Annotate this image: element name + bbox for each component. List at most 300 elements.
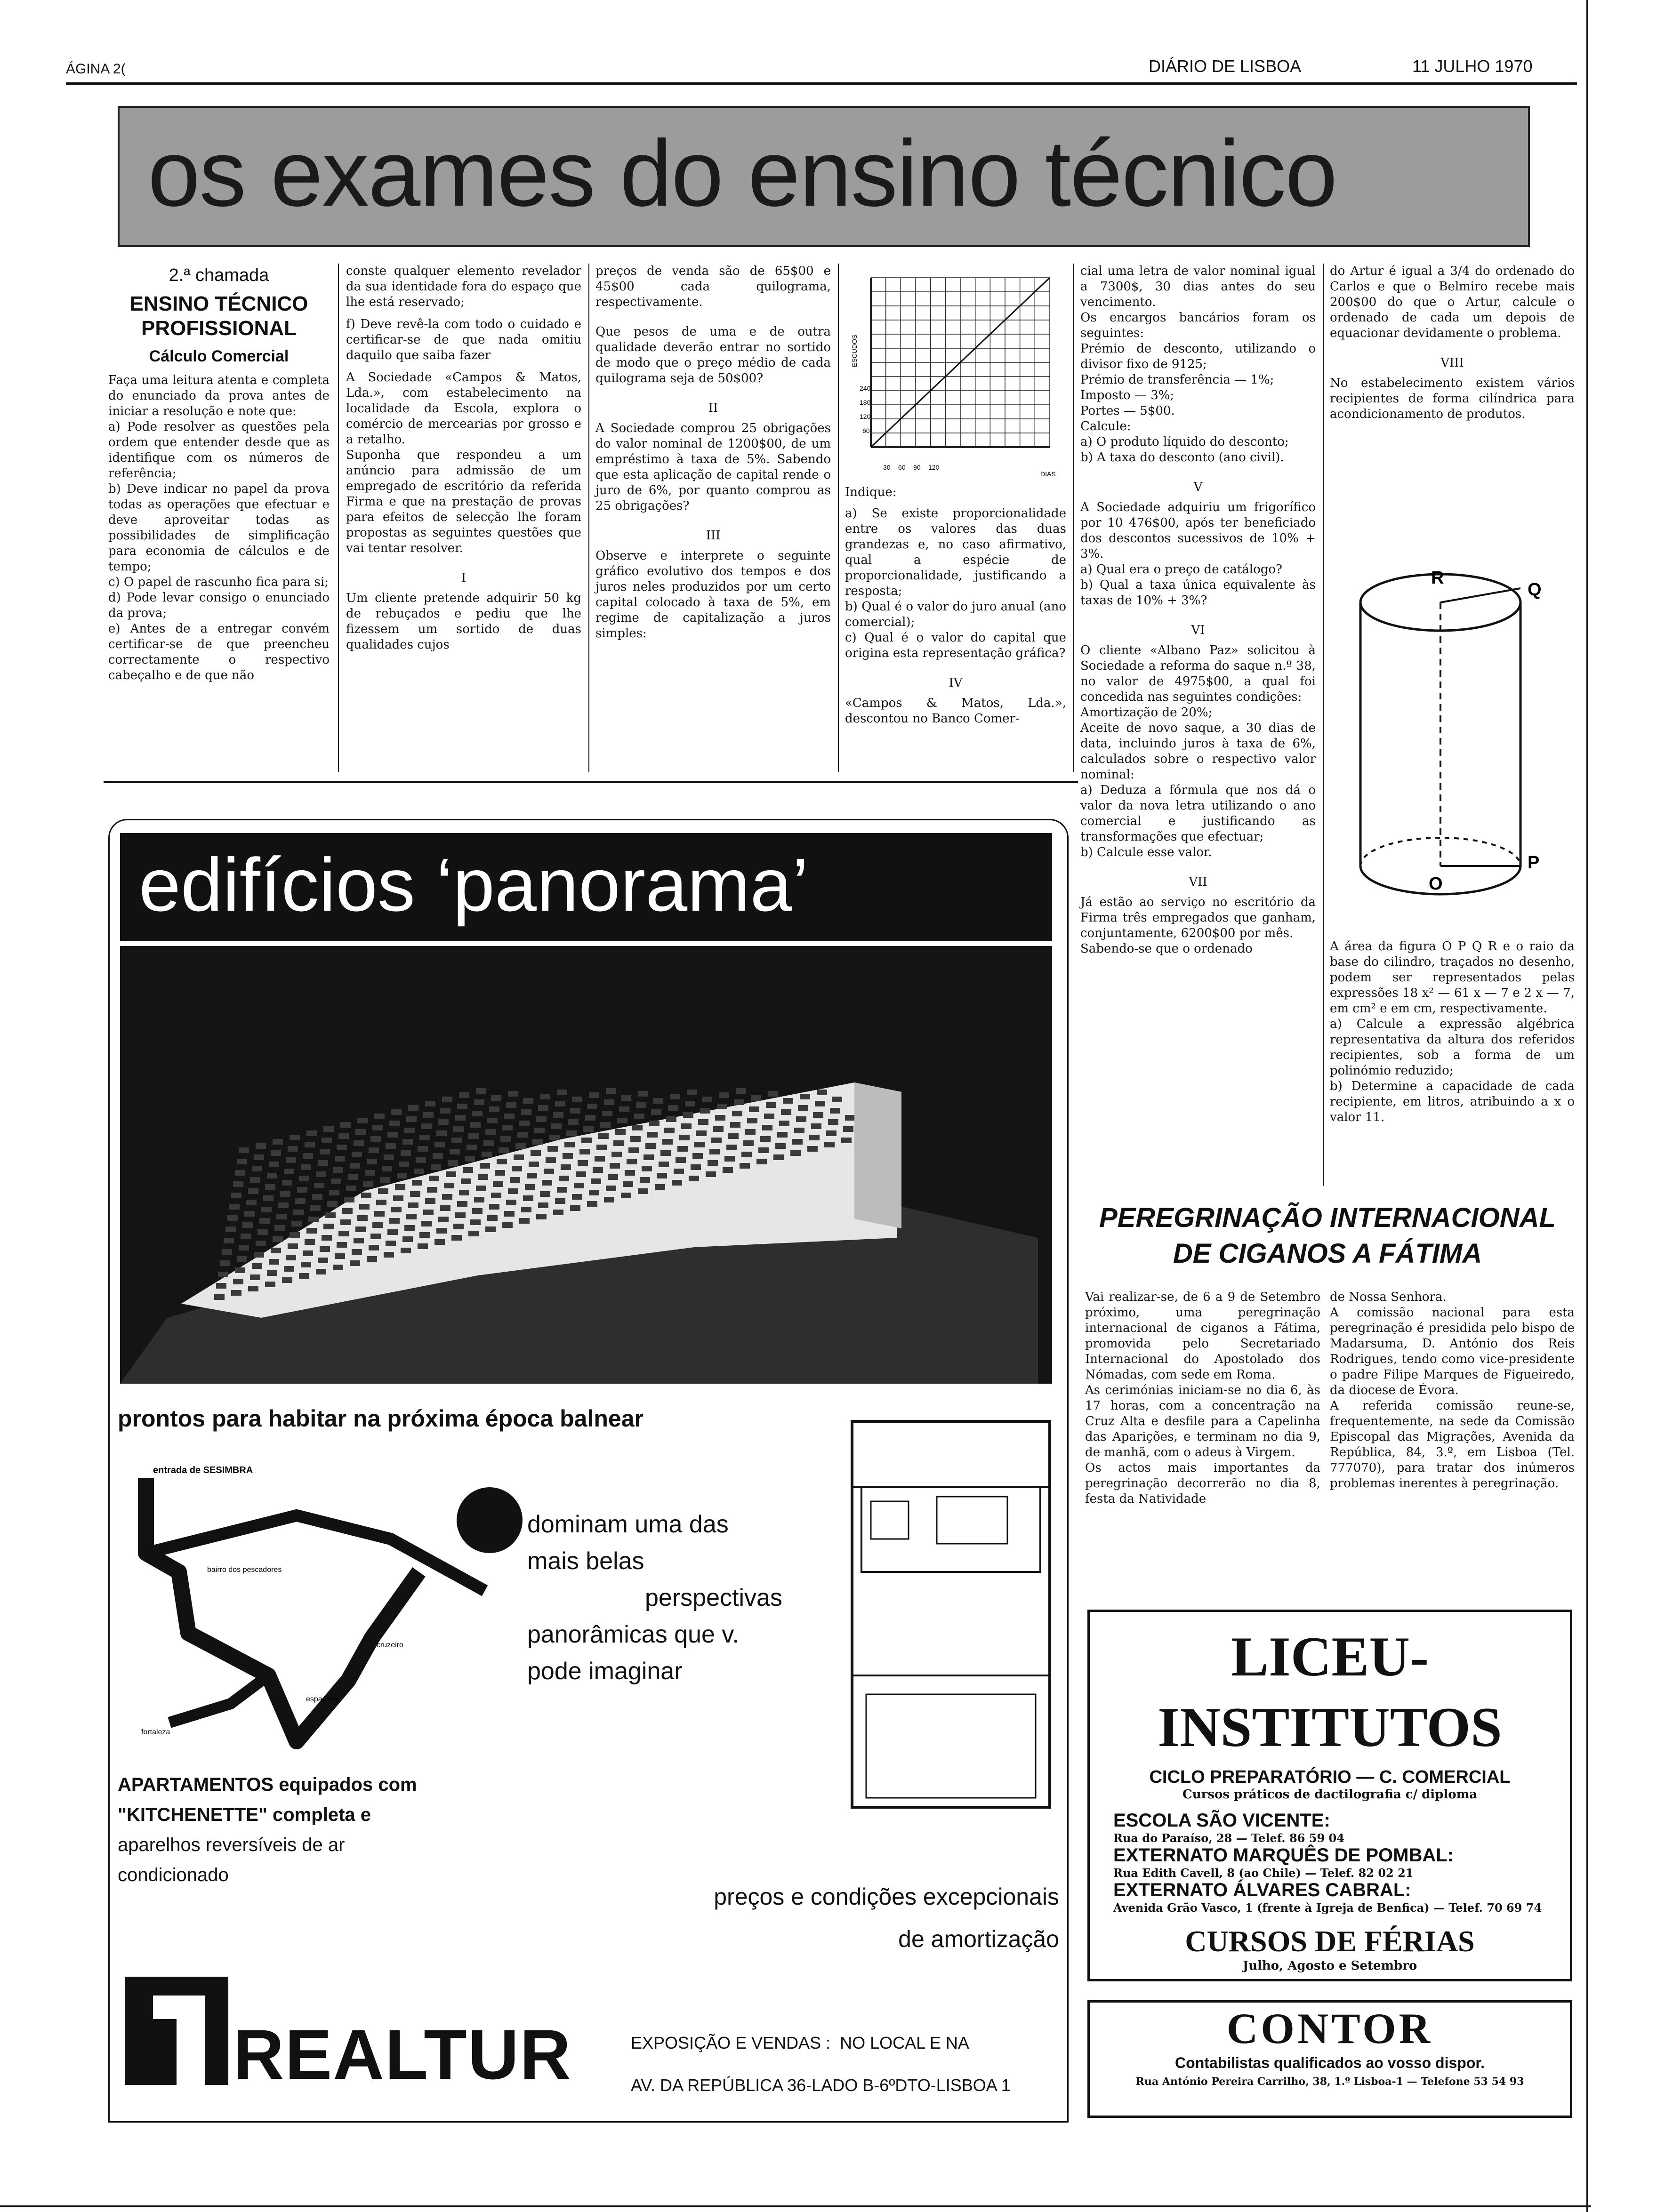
building-window [384,1154,394,1160]
building-window [483,1140,494,1146]
building-window [557,1187,567,1193]
building-window [845,1115,855,1121]
building-window [642,1166,652,1171]
paragraph: de Nossa Senhora. [1330,1290,1447,1304]
building-window [370,1234,381,1239]
building-window [474,1197,484,1202]
paragraph: Calcule: [1080,419,1131,433]
building-window [231,1193,241,1198]
prices-line: preços e condições excepcionais [714,1883,1059,1910]
building-window [790,1150,801,1156]
question-number: IV [949,676,963,690]
pitch-line: perspectivas [645,1584,782,1611]
building-window [239,1147,249,1153]
building-window [429,1176,439,1181]
equip-line: APARTAMENTOS equipados com [118,1774,417,1795]
building-window [214,1294,225,1300]
building-window [273,1139,283,1145]
building-window [414,1169,424,1174]
building-window [286,1255,296,1260]
building-window [689,1176,699,1181]
building-window [517,1132,528,1138]
building-window [817,1090,827,1095]
building-window [525,1184,535,1190]
building-window [241,1234,251,1239]
building-window [570,1108,580,1114]
paragraph: b) Qual é o valor do juro anual (ano comercial); [845,600,1066,629]
building-window [657,1173,667,1178]
building-window [547,1146,558,1152]
building-window [436,1228,447,1234]
building-window [841,1138,852,1143]
building-window [615,1129,626,1135]
building-window [606,1186,616,1191]
building-window [485,1129,496,1135]
banner [118,106,1530,247]
building-window [434,1142,445,1147]
ad-pitch [527,1506,828,1690]
building-window [728,1133,739,1139]
news-headline [1083,1200,1572,1272]
building-window [572,1194,582,1200]
building-window [627,1159,637,1164]
building-window [798,1105,808,1111]
question-number: II [708,401,718,415]
building-window [766,1102,776,1108]
building-window [723,1167,733,1173]
apartment-floorplan [843,1412,1059,1821]
building-window [256,1143,266,1149]
building-window [378,1188,388,1194]
building-window [587,1201,597,1207]
cylinder-figure [1346,555,1553,932]
y-tick-label: 60 [862,427,870,434]
building-window [273,1236,283,1242]
building-window [621,1095,631,1101]
building-window [252,1263,262,1269]
ferias-months: Julho, Agosto e Setembro [1242,1959,1417,1973]
building-window [233,1181,243,1187]
news-col-2 [1330,1290,1575,1491]
building-window [611,1152,622,1157]
building-window [448,1160,458,1166]
building-window [425,1101,435,1106]
axis-rq [1440,588,1520,602]
building-window [745,1129,756,1135]
question-number: VIII [1440,356,1464,370]
building-window [536,1214,547,1219]
building-window [299,1273,309,1279]
section-heading: ENSINO TÉCNICO PROFISSIONAL [129,292,308,340]
paragraph: a) Calcule a expressão algébrica representativa da altura dos referidos recipientes, sob a forma de um polinómio reduzido; [1330,1017,1575,1078]
building-window [263,1195,273,1201]
building-window [276,1214,287,1219]
building-window [478,1174,488,1180]
x-tick-label: 120 [928,464,940,471]
building-window [653,1098,663,1104]
building-window [531,1150,541,1156]
building-window [813,1112,823,1118]
building-window [512,1166,522,1171]
building-window [252,1166,262,1171]
building-window [491,1193,501,1198]
building-window [561,1164,571,1170]
building-window [696,1130,707,1136]
paragraph: Prémio de desconto, utilizando o divisor fixo de 9125; [1080,342,1316,371]
building-window [399,1162,409,1167]
building-window [348,1174,358,1180]
building-window [487,1215,498,1221]
paragraph: b) A taxa do desconto (ano civil). [1080,450,1284,465]
building-window [495,1170,505,1176]
building-window [457,1201,467,1207]
building-window [395,1184,405,1190]
building-window [327,1201,338,1207]
building-window [734,1099,744,1105]
paragraph: f) Deve revê-la com todo o cuidado e certificar-se de que nada omitiu daquilo que saiba fazer [346,317,581,362]
building-window [269,1259,279,1265]
building-window [659,1162,669,1167]
building-window [233,1279,243,1284]
building-window [544,1169,554,1174]
building-window [508,1091,518,1097]
building-window [589,1190,599,1195]
building-window [337,1242,347,1248]
building-window [732,1111,742,1116]
building-window [602,1111,612,1116]
paragraph: Um cliente pretende adquirir 50 kg de rebuçados e pediu que lhe fizessem um sortido de duas qualidades cujos [346,591,581,652]
building-window [282,1180,292,1186]
building-window [386,1143,396,1149]
paragraph: cial uma letra de valor nominal igual a 7300$, 30 dias antes do seu vencimento. [1080,264,1316,309]
ferias-title: CURSOS DE FÉRIAS [1185,1924,1475,1958]
building-window [355,1226,366,1232]
building-window [647,1132,658,1138]
school-address: Rua Edith Cavell, 8 (ao Chile) — Telef. 82 02 21 [1113,1866,1414,1880]
building-window [278,1202,289,1208]
building-window [489,1106,499,1112]
building-window [508,1188,518,1194]
building-window [391,1207,402,1212]
building-window [367,1256,377,1262]
building-window [634,1114,644,1119]
building-window [638,1188,648,1194]
paragraph: Já estão ao serviço no escritório da Firma três empregados que ganham, conjuntamente, 6200$00 por mês. [1080,895,1316,940]
paragraph: Suponha que respondeu a um anúncio para admissão de um empregado de escritório da referida Firma e que na prestação de provas para efeitos de selecção lhe foram propostas as seguintes questões que vai tentar resolver. [346,448,581,555]
building-window [756,1159,767,1164]
building-window [434,1239,445,1245]
building-window [465,1156,475,1162]
column-rule [838,264,839,772]
building-window [421,1221,432,1226]
building-window [527,1173,537,1178]
building-window [514,1154,524,1160]
building-window [559,1176,569,1181]
building-window [563,1153,573,1159]
building-window [325,1212,336,1218]
building-window [318,1160,328,1166]
ad-equipment [118,1770,447,1890]
building-window [374,1211,385,1217]
ad-tagline: prontos para habitar na próxima época balnear [118,1405,643,1432]
building-window [617,1118,627,1123]
banner-title: os exames do ensino técnico [148,121,1337,226]
building-window [499,1147,509,1153]
expo-line: EXPOSIÇÃO E VENDAS : NO LOCAL E NA [631,2033,969,2052]
building-window [815,1101,825,1106]
building-window [433,1153,443,1159]
building-window [386,1241,396,1246]
building-window [660,1150,671,1156]
building-window [830,1108,840,1114]
building-window [453,1126,464,1132]
ad-title-bar [120,833,1052,941]
building-window [540,1191,550,1197]
building-window [305,1142,315,1147]
building-window [354,1140,364,1146]
building-window [246,1200,257,1205]
paragraph: O cliente «Albano Paz» solicitou à Sociedade a reforma do saque n.º 38, no valor de 4975$00, a qual foi concedida nas seguintes condições: [1080,643,1316,704]
building-window [691,1164,701,1170]
building-window [342,1208,353,1214]
building-window [288,1243,298,1249]
building-window [542,1180,552,1186]
building-window [250,1177,260,1183]
building-window [254,1154,264,1160]
contor-address: Rua António Pereira Carrilho, 38, 1.º Lisboa-1 — Telefone 53 54 93 [1135,2076,1524,2088]
page-number: ÁGINA 2( [66,61,126,77]
building-window [370,1136,381,1142]
article-col-5 [1080,264,1316,957]
building-window [442,1194,452,1200]
building-window [389,1121,400,1126]
building-window [218,1272,228,1277]
building-window [312,1194,322,1200]
building-window [613,1140,624,1146]
building-window [480,1163,490,1169]
paragraph: Sabendo-se que o ordenado [1080,942,1253,956]
building-window [685,1101,695,1106]
building-window [254,1252,264,1258]
building-window [625,1170,635,1176]
building-window [363,1181,373,1187]
building-window [593,1167,603,1173]
label-p: P [1528,853,1540,873]
building-window [523,1098,533,1104]
graph-xlabel: DIAS [1040,470,1056,478]
building-window [316,1171,326,1177]
building-window [384,1252,394,1258]
liceu-sub: CICLO PREPARATÓRIO — C. COMERCIAL [1149,1767,1511,1787]
building-window [651,1109,661,1115]
ad-title: edifícios ‘panorama’ [139,842,809,927]
building-window [553,1210,563,1215]
building-window [600,1122,611,1128]
building-window [467,1145,477,1150]
paragraph: a) Deduza a fórmula que nos dá o valor da nova letra utilizando o ano comercial e justificando as transformações que efectuar; [1080,783,1316,844]
building-window [743,1140,754,1146]
building-window [476,1186,486,1191]
building-window [250,1274,260,1280]
building-window [546,1157,556,1163]
ad-prices [541,1875,1059,1960]
building-window [681,1123,692,1129]
building-window [638,1091,648,1097]
building-window [320,1149,330,1154]
graph-xticks [883,464,940,471]
building-window [412,1180,422,1186]
building-window [585,1115,595,1121]
building-window [274,1225,285,1231]
building-illustration [120,946,1052,1384]
building-window [293,1210,304,1215]
building-window [747,1118,757,1123]
y-tick-label: 120 [860,413,871,420]
building-window [792,1139,803,1145]
paragraph: A Sociedade adquiriu um frigorífico por 10 476$00, após ter beneficiado dos descontos sucessivos de 10% + 3%. [1080,500,1316,561]
school-name: EXTERNATO ÁLVARES CABRAL: [1113,1880,1411,1900]
building-window [402,1236,413,1242]
building-window [578,1160,588,1166]
building-window [564,1142,575,1147]
building-window [438,1217,449,1222]
paragraph: A Sociedade «Campos & Matos, Lda.», com estabelecimento na localidade da Escola, explora o comércio de mercearias por grosso e a retalho. [346,370,581,447]
paragraph: c) O papel de rascunho fica para si; [108,575,329,589]
building-window [459,1190,469,1195]
building-window [504,1211,515,1217]
headline-line: PEREGRINAÇÃO INTERNACIONAL [1099,1202,1556,1233]
map-label-fortaleza: fortaleza [141,1728,170,1736]
building-window [408,1202,418,1208]
building-window [713,1126,724,1132]
building-window [502,1125,513,1130]
building-window [664,1128,675,1133]
paragraph: a) O produto líquido do desconto; [1080,435,1289,449]
building-window [244,1211,255,1217]
building-window [576,1171,586,1177]
building-window [711,1138,722,1143]
building-window [676,1157,686,1163]
building-window [630,1136,641,1142]
label-q: Q [1528,580,1542,600]
building-window [636,1102,646,1108]
article-col-6-end [1330,939,1575,1125]
building-window [216,1283,226,1289]
building-window [529,1162,539,1167]
paragraph: Os actos mais importantes da peregrinação decorrerão no dia 8, festa da Natividade [1085,1461,1320,1506]
interest-graph [843,264,1069,480]
building-window [282,1277,292,1283]
building-window [344,1197,354,1202]
building-window [570,1205,580,1211]
building-window [538,1105,548,1111]
building-window [451,1235,462,1241]
building-window [482,1152,492,1157]
building-window [623,1181,633,1187]
paragraph: Indique: [845,485,897,499]
building-window [372,1125,383,1130]
building-window [668,1105,678,1111]
article-col-1 [108,264,330,683]
paragraph: a) Se existe proporcionalidade entre os valores das duas grandezas e, no caso afirmativo, qual a espécie de proporcionalidade, justificando a resposta; [845,506,1066,598]
pitch-line: dominam uma das [527,1511,729,1538]
building-window [736,1088,746,1094]
building-window [587,1104,597,1109]
building-window [549,1135,560,1140]
building-window [338,1231,349,1236]
building-window [502,1222,513,1228]
building-window [269,1162,279,1167]
building-window [487,1118,498,1123]
building-window [702,1097,712,1102]
headline-line: DE CIGANOS A FÁTIMA [1173,1238,1482,1269]
y-tick-label: 180 [860,399,871,406]
building-window [231,1290,241,1296]
graph-ylabel: ESCUDOS [851,334,858,367]
building-window [811,1123,821,1129]
building-window [596,1145,607,1150]
building-window [764,1114,774,1119]
building-window [775,1143,786,1149]
building-window [419,1232,430,1238]
building-window [604,1197,614,1202]
building-window [515,1143,526,1149]
building-window [608,1174,618,1180]
building-window [425,1198,435,1204]
building-window [521,1109,531,1115]
building-window [459,1092,469,1098]
building-window [306,1130,317,1136]
building-window [310,1205,321,1211]
pitch-line: pode imaginar [527,1658,683,1685]
building-window [472,1208,483,1214]
building-window [632,1125,643,1130]
building-window [259,1218,270,1224]
building-window [318,1258,328,1263]
building-window [740,1163,750,1169]
building-window [267,1173,277,1178]
building-window [387,1132,398,1138]
liceu-ad [1087,1610,1572,1981]
building-window [783,1098,793,1104]
paragraph: Amortização de 20%; [1080,705,1213,720]
building-window [438,1119,449,1125]
building-window [463,1167,473,1173]
building-window [506,1200,516,1205]
equip-line: condicionado [118,1865,229,1885]
paragraph: Vai realizar-se, de 6 a 9 de Setembro próximo, uma peregrinação internacional de ciganos a Fátima, promovida pelo Secretariado Internacional do Apostolado dos Nómadas, com sede em Roma. [1085,1290,1320,1382]
paragraph: «Campos & Matos, Lda.», descontou no Banco Comer- [845,696,1066,726]
question-number: III [706,529,721,543]
building-window [376,1200,386,1205]
map-label-espadarte: espadarte [306,1695,340,1703]
building-window [290,1232,300,1238]
building-window [768,1091,778,1097]
building-window [297,1187,307,1193]
building-window [352,1152,362,1157]
building-window [726,1145,737,1150]
building-window [679,1135,690,1140]
contor-ad [1087,2000,1572,2118]
building-window [741,1152,752,1157]
paragraph: A comissão nacional para esta peregrinação é presidida pelo bispo de Madarsuma, D. António dos Reis Rodrigues, tendo como vice-presidente o padre Filipe Marques de Figueiredo, da diocese de Évora. [1330,1306,1575,1397]
pitch-line: mais belas [527,1547,644,1575]
building-window [267,1270,277,1276]
building-window [248,1188,258,1194]
building-window [758,1147,769,1153]
building-window [314,1183,324,1188]
building-window [261,1207,272,1212]
